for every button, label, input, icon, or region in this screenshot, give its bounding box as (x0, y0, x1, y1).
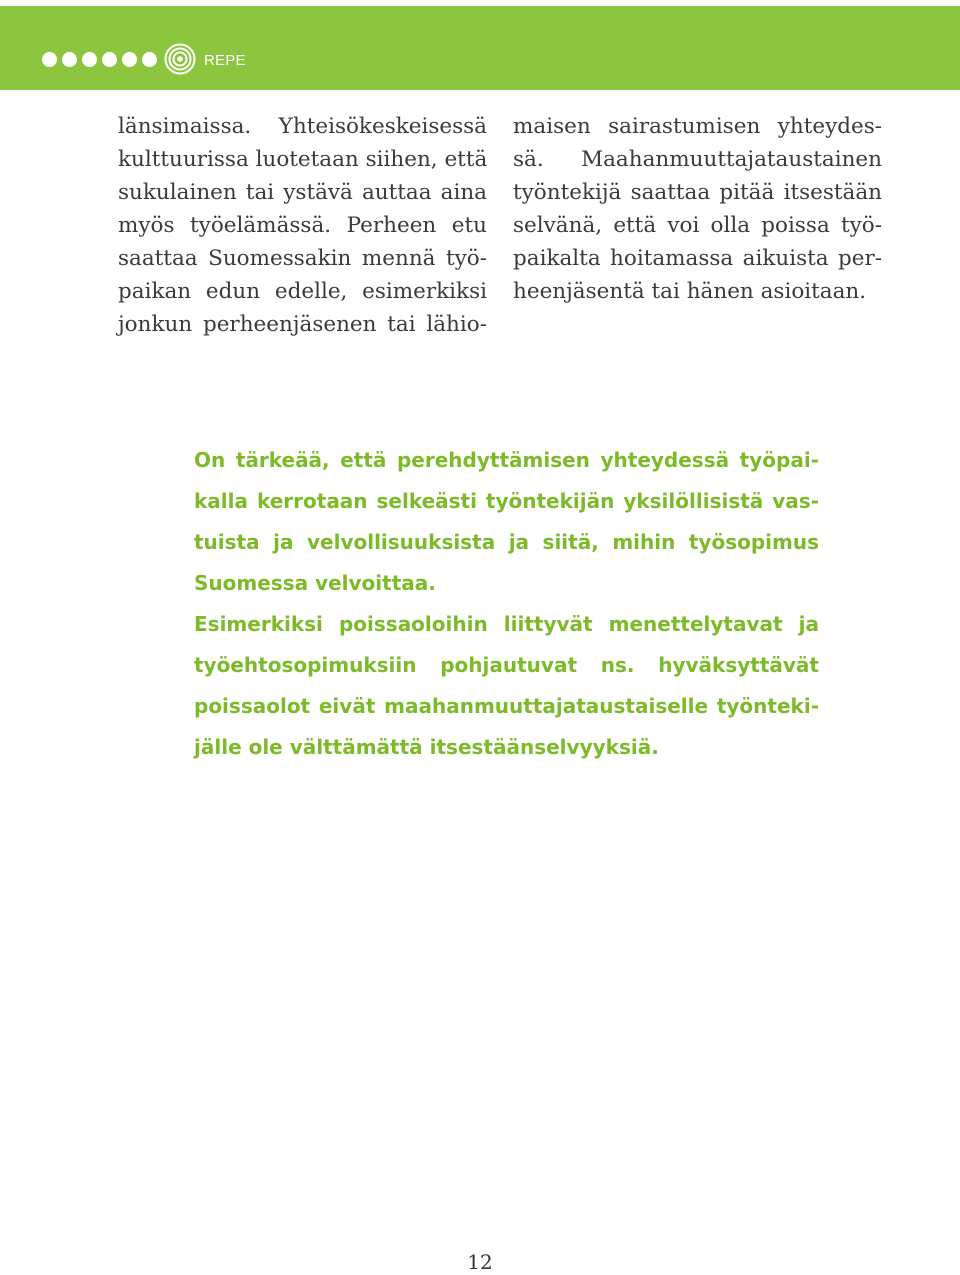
highlight-line: On tärkeää, että perehdyttämisen yhteydessä työpai- (194, 448, 819, 472)
highlight-line: poissaolot eivät maahanmuuttajataustaiselle työnteki- (194, 694, 819, 718)
dot-icon (122, 52, 137, 67)
text-line: kulttuurissa luotetaan siihen, että (118, 147, 488, 172)
text-line: paikalta hoitamassa aikuista per- (513, 246, 882, 271)
dot-icon (142, 52, 157, 67)
text-line: länsimaissa. Yhteisökeskeisessä (118, 114, 487, 139)
text-line: maisen sairastumisen yhteydes- (513, 114, 882, 139)
text-line: selvänä, että voi olla poissa työ- (513, 213, 882, 238)
spiral-logo-icon (164, 43, 196, 75)
highlight-line: Esimerkiksi poissaoloihin liittyvät menettelytavat ja (194, 612, 819, 636)
dot-icon (42, 52, 57, 67)
text-line: sä. Maahanmuuttajataustainen (513, 147, 882, 172)
page-number: 12 (467, 1250, 493, 1274)
highlight-line: tuista ja velvollisuuksista ja siitä, mihin työsopimus (194, 530, 819, 554)
highlight-line: Suomessa velvoittaa. (194, 571, 436, 595)
text-line: heenjäsentä tai hänen asioitaan. (513, 279, 867, 304)
highlight-line: kalla kerrotaan selkeästi työntekijän yksilöllisistä vas- (194, 489, 819, 513)
text-line: paikan edun edelle, esimerkiksi (118, 279, 487, 304)
dot-icon (62, 52, 77, 67)
header-bar (0, 6, 960, 90)
text-line: jonkun perheenjäsenen tai lähio- (118, 312, 487, 337)
highlight-paragraph (194, 440, 819, 768)
text-line: saattaa Suomessakin mennä työ- (118, 246, 487, 271)
brand-name: REPE (204, 52, 246, 69)
text-line: sukulainen tai ystävä auttaa aina (118, 180, 487, 205)
dot-icon (102, 52, 117, 67)
highlight-line: jälle ole välttämättä itsestäänselvyyksiä. (194, 735, 659, 759)
right-column-text (513, 110, 882, 308)
highlight-line: työehtosopimuksiin pohjautuvat ns. hyväksyttävät (194, 653, 819, 677)
left-column-text (118, 110, 487, 341)
text-line: työntekijä saattaa pitää itsestään (513, 180, 882, 205)
dot-icon (82, 52, 97, 67)
text-line: myös työelämässä. Perheen etu (118, 213, 487, 238)
header-logo (42, 44, 196, 74)
